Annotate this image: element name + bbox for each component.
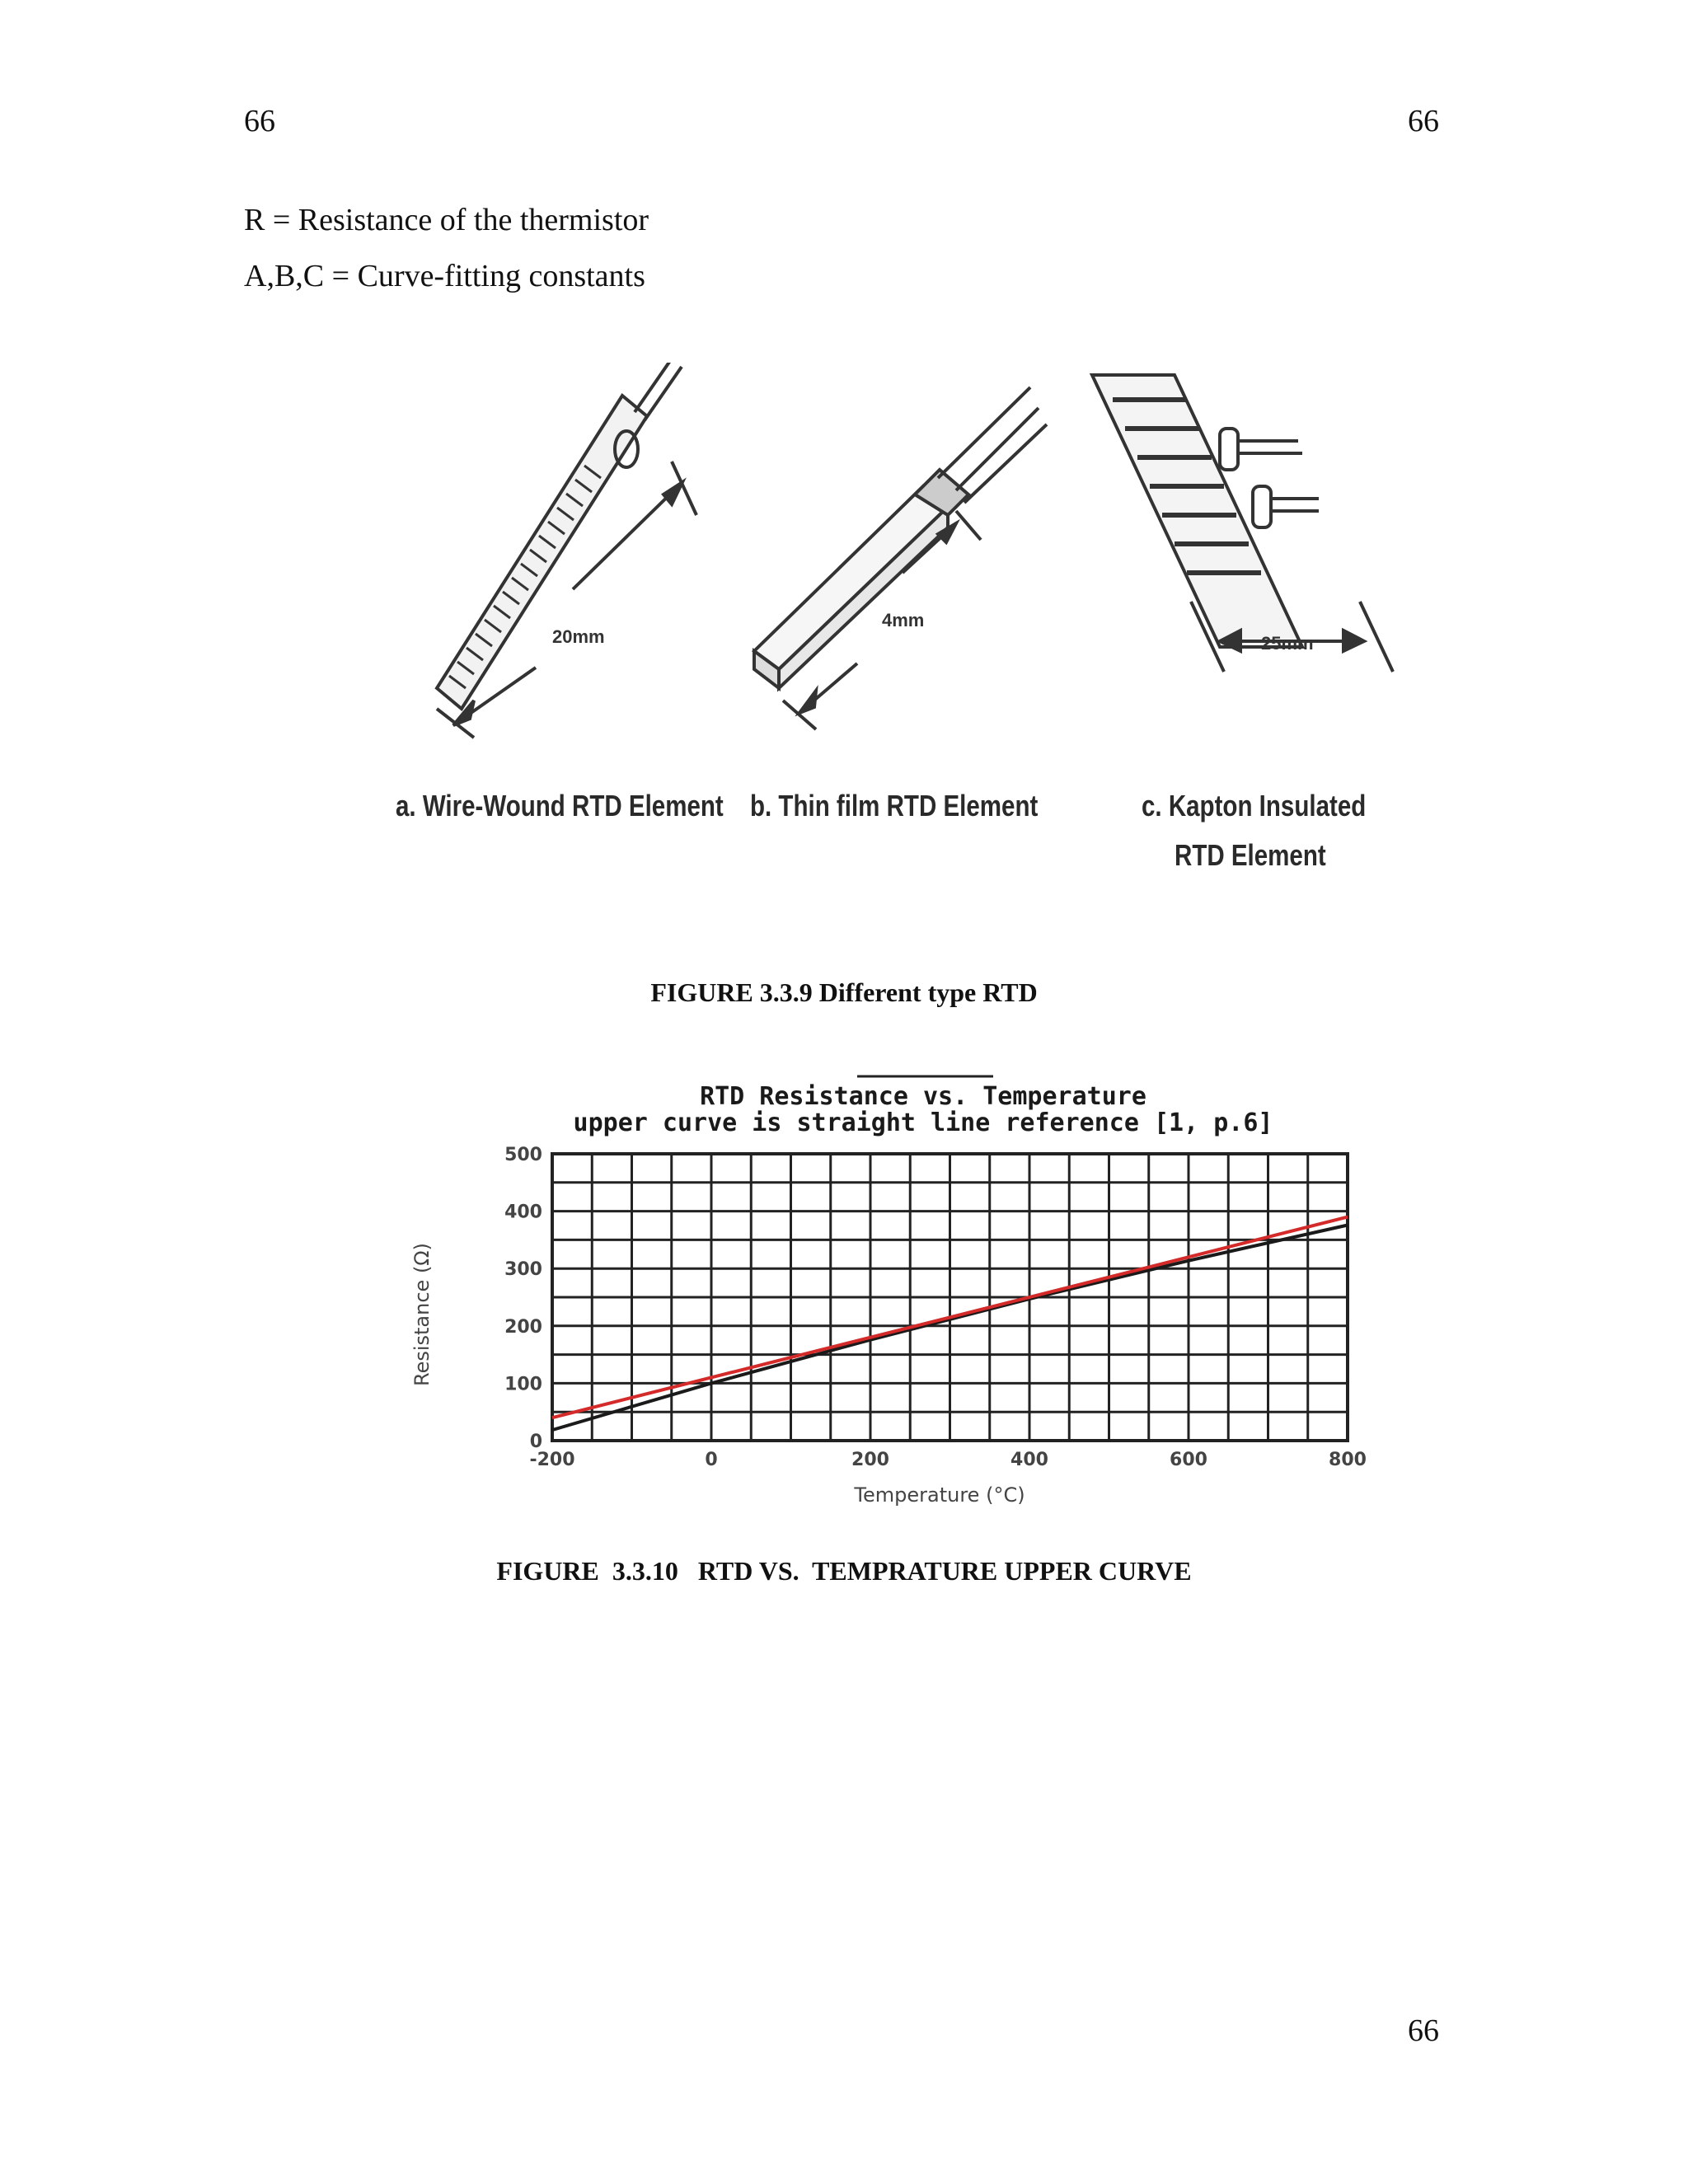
chart-grid bbox=[552, 1154, 1348, 1441]
y-tick-label: 400 bbox=[504, 1202, 542, 1223]
chart-title: RTD Resistance vs. Temperature bbox=[700, 1082, 1146, 1111]
kapton-rtd-drawing bbox=[1092, 375, 1393, 672]
definition-r: R = Resistance of the thermistor bbox=[244, 203, 649, 237]
wire-wound-rtd-drawing bbox=[437, 363, 696, 738]
page-number-bottom: 66 bbox=[1408, 2013, 1439, 2048]
figure-3-3-10-caption: FIGURE 3.3.10 RTD VS. TEMPRATURE UPPER CURVE bbox=[496, 1556, 1192, 1586]
chart-subtitle: upper curve is straight line reference [1, p.6] bbox=[573, 1108, 1273, 1137]
thin-film-dimension: 4mm bbox=[882, 610, 925, 630]
rtd-types-figure bbox=[387, 363, 1409, 898]
thin-film-rtd-drawing bbox=[754, 387, 1047, 729]
y-tick-label: 200 bbox=[504, 1316, 542, 1338]
x-tick-label: 600 bbox=[1170, 1450, 1207, 1470]
y-tick-label: 300 bbox=[504, 1259, 542, 1281]
x-tick-label: 400 bbox=[1010, 1450, 1048, 1470]
x-tick-label: 200 bbox=[851, 1450, 889, 1470]
y-tick-label: 100 bbox=[504, 1374, 542, 1395]
x-axis-label: Temperature (°C) bbox=[854, 1483, 1025, 1507]
page-number-top-left: 66 bbox=[244, 104, 275, 138]
wire-wound-dimension: 20mm bbox=[552, 626, 605, 647]
x-tick-label: 0 bbox=[705, 1450, 718, 1470]
thin-film-label: b. Thin film RTD Element bbox=[750, 789, 1039, 823]
figure-3-3-9-caption: FIGURE 3.3.9 Different type RTD bbox=[650, 977, 1038, 1007]
x-tick-label: -200 bbox=[529, 1450, 575, 1470]
y-tick-label: 0 bbox=[529, 1432, 542, 1452]
definition-abc: A,B,C = Curve-fitting constants bbox=[244, 259, 645, 293]
kapton-label-line2: RTD Element bbox=[1175, 838, 1326, 872]
rtd-chart bbox=[396, 1063, 1459, 1516]
y-axis-label: Resistance (Ω) bbox=[410, 1242, 434, 1387]
x-tick-label: 800 bbox=[1329, 1450, 1367, 1470]
kapton-label-line1: c. Kapton Insulated bbox=[1142, 789, 1367, 823]
y-tick-label: 500 bbox=[504, 1145, 542, 1165]
kapton-dimension: 25mm bbox=[1261, 633, 1314, 654]
page-number-top-right: 66 bbox=[1408, 104, 1439, 138]
wire-wound-label: a. Wire-Wound RTD Element bbox=[396, 789, 724, 823]
